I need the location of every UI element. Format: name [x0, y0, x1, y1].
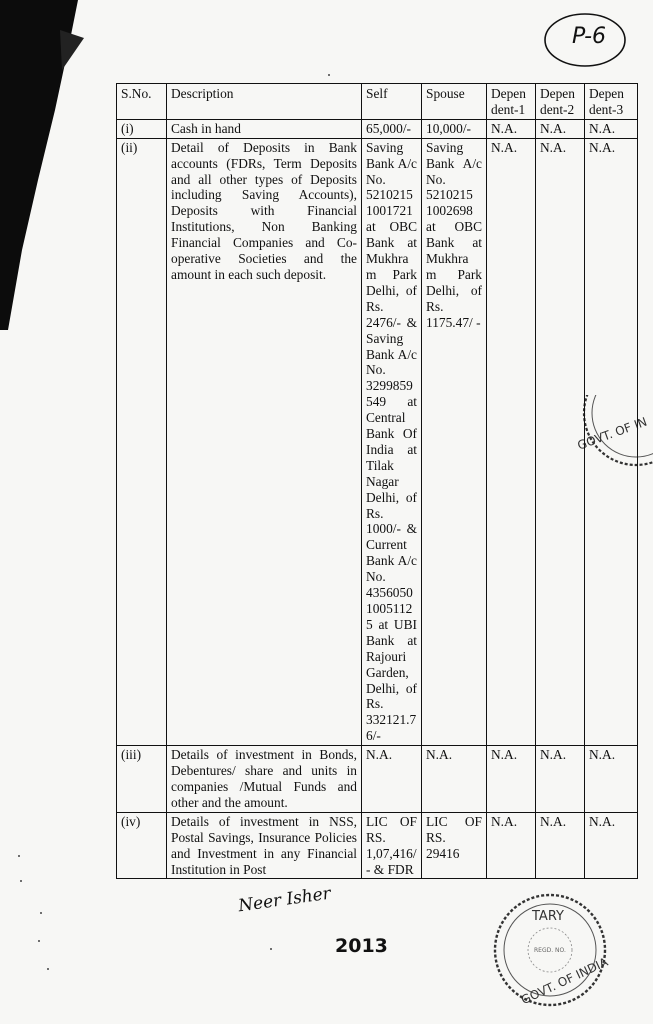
row-dependent-3: N.A.	[585, 138, 638, 745]
row-self: 65,000/-	[362, 119, 422, 138]
row-dependent-3: N.A.	[585, 119, 638, 138]
header-spouse: Spouse	[422, 84, 487, 120]
scan-speck	[18, 855, 20, 857]
row-description: Detail of Deposits in Bank accounts (FDRs, Term Deposits and all other types of Deposits including Saving Accounts), Deposits with Financial Institutions, Non Banking Financial Companies and Co-operative Societies and the amount in each such deposit.	[167, 138, 362, 745]
row-sno: (iv)	[117, 812, 167, 879]
assets-table	[116, 83, 638, 879]
row-dependent-1: N.A.	[487, 138, 536, 745]
svg-text:REGD. NO.: REGD. NO.	[534, 947, 566, 954]
scan-edge-shadow	[0, 0, 90, 330]
header-dependent-2: Depen dent-2	[536, 84, 585, 120]
row-dependent-2: N.A.	[536, 746, 585, 813]
row-dependent-3: N.A.	[585, 812, 638, 879]
row-spouse: Saving Bank A/c No. 5210215 1002698 at OBC Bank at Mukhra m Park Delhi, of Rs. 1175.47/ -	[422, 138, 487, 745]
row-dependent-1: N.A.	[487, 746, 536, 813]
row-dependent-1: N.A.	[487, 812, 536, 879]
header-dependent-1: Depen dent-1	[487, 84, 536, 120]
scan-speck	[47, 968, 49, 970]
row-description: Details of investment in Bonds, Debentures/ share and units in companies /Mutual Funds and other and the amount.	[167, 746, 362, 813]
header-sno: S.No.	[117, 84, 167, 120]
row-dependent-3: N.A.	[585, 746, 638, 813]
row-sno: (i)	[117, 119, 167, 138]
handwritten-signature: Neer Isher	[237, 883, 333, 917]
scan-speck	[40, 912, 42, 914]
scan-speck	[38, 940, 40, 942]
table-row	[117, 812, 638, 879]
table-row	[117, 138, 638, 745]
table-header-row	[117, 84, 638, 120]
row-sno: (iii)	[117, 746, 167, 813]
row-dependent-2: N.A.	[536, 119, 585, 138]
row-dependent-2: N.A.	[536, 812, 585, 879]
svg-text:TARY: TARY	[532, 909, 564, 924]
year-stamp: 2013	[335, 935, 388, 957]
header-description: Description	[167, 84, 362, 120]
svg-text:GOVT. OF IN: GOVT. OF IN	[575, 414, 649, 453]
row-dependent-2: N.A.	[536, 138, 585, 745]
row-description: Cash in hand	[167, 119, 362, 138]
row-spouse: 10,000/-	[422, 119, 487, 138]
page-mark-label: P-6	[572, 24, 606, 49]
row-sno: (ii)	[117, 138, 167, 745]
row-spouse: LIC OF RS. 29416	[422, 812, 487, 879]
row-description: Details of investment in NSS, Postal Savings, Insurance Policies and Investment in any Financial Institution in Post	[167, 812, 362, 879]
scan-speck	[20, 880, 22, 882]
scan-speck	[328, 74, 330, 76]
row-spouse: N.A.	[422, 746, 487, 813]
row-self: Saving Bank A/c No. 5210215 1001721 at OBC Bank at Mukhra m Park Delhi, of Rs. 2476/- & Saving Bank A/c No. 3299859 549 at Central Bank Of India at Tilak Nagar Delhi, of Rs. 1000/- & Current Bank A/c No. 4356050 1005112 5 at UBI Bank at Rajouri Garden, Delhi, of Rs. 332121.7 6/-	[362, 138, 422, 745]
header-dependent-3: Depen dent-3	[585, 84, 638, 120]
row-self: N.A.	[362, 746, 422, 813]
row-self: LIC OF RS. 1,07,416/ - & FDR	[362, 812, 422, 879]
table-row	[117, 746, 638, 813]
row-dependent-1: N.A.	[487, 119, 536, 138]
svg-text:GOVT. OF INDIA: GOVT. OF INDIA	[519, 954, 610, 1008]
scan-speck	[270, 948, 272, 950]
header-self: Self	[362, 84, 422, 120]
table-row	[117, 119, 638, 138]
notary-seal-icon	[490, 890, 610, 1010]
